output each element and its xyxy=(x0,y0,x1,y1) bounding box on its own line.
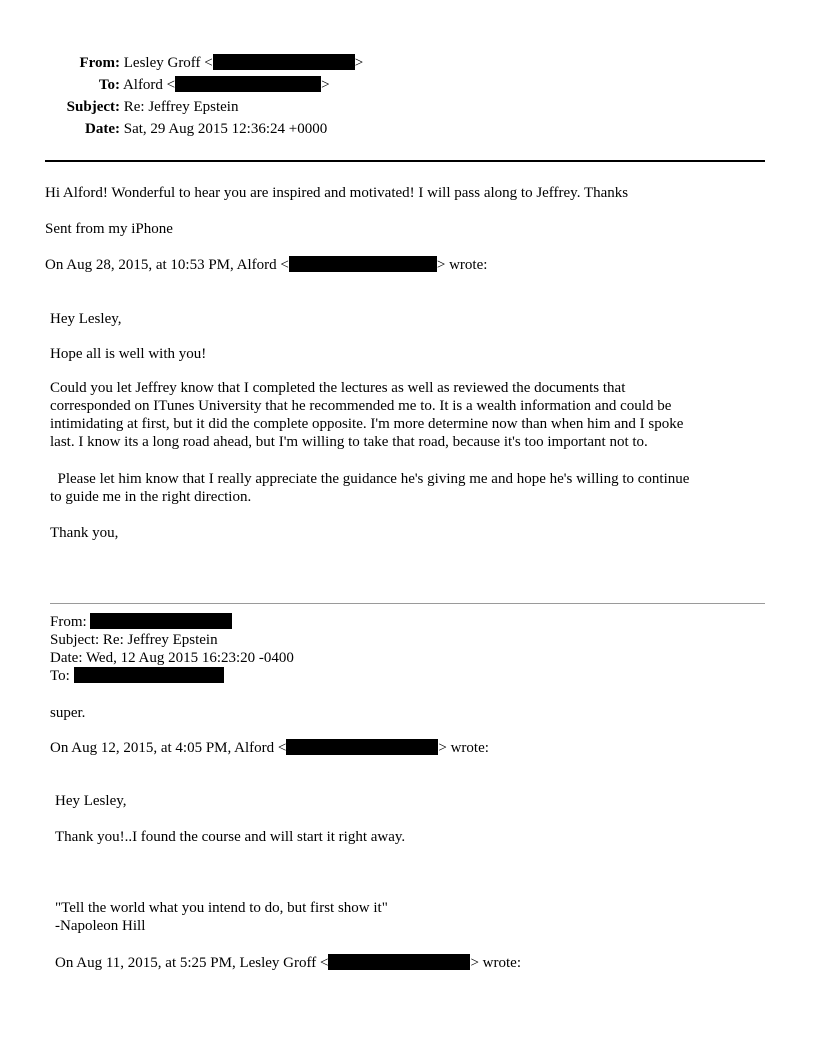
quoted-paragraph-line: intimidating at first, but it did the complete opposite. I'm more determine now than when him and I spoke xyxy=(50,416,684,432)
quote-intro xyxy=(55,954,521,972)
redaction-box xyxy=(213,54,355,70)
redaction-box xyxy=(90,613,232,629)
header-subject-value: Re: Jeffrey Epstein xyxy=(123,99,239,115)
quote-intro-text: On Aug 12, 2015, at 4:05 PM, Alford < xyxy=(50,740,287,756)
redaction-box xyxy=(286,739,438,755)
quoted-paragraph-line: Please let him know that I really appreciate the guidance he's giving me and hope he's willing to continue xyxy=(50,471,690,487)
quote-intro xyxy=(50,739,489,757)
forwarded-from-label: From: xyxy=(50,614,87,630)
quote-intro-suffix: > wrote: xyxy=(436,257,488,273)
quote-intro-suffix: > wrote: xyxy=(438,740,489,756)
reply-body: Hi Alford! Wonderful to hear you are inspired and motivated! I will pass along to Jeffrey. Thanks xyxy=(45,185,629,201)
quoted-greeting: Hey Lesley, xyxy=(50,311,122,327)
redaction-box xyxy=(175,76,321,92)
header-to-row xyxy=(0,76,400,94)
quote-intro-suffix: > wrote: xyxy=(470,955,521,971)
header-from-close: > xyxy=(354,55,364,71)
quoted-paragraph-line: to guide me in the right direction. xyxy=(50,489,252,505)
forwarded-subject: Subject: Re: Jeffrey Epstein xyxy=(50,632,218,648)
quote-author: -Napoleon Hill xyxy=(55,918,146,934)
header-from-row xyxy=(0,54,400,72)
quoted-paragraph-line: Could you let Jeffrey know that I completed the lectures as well as reviewed the documents that xyxy=(50,380,626,396)
header-divider xyxy=(45,160,765,162)
header-date-value: Sat, 29 Aug 2015 12:36:24 +0000 xyxy=(123,121,328,137)
quoted-paragraph-line: corresponded on ITunes University that he recommended me to. It is a wealth information and could be xyxy=(50,398,672,414)
forwarded-to-row xyxy=(50,667,224,685)
redaction-box xyxy=(328,954,470,970)
header-to-close: > xyxy=(321,77,330,93)
redaction-box xyxy=(289,256,437,272)
quoted-line: Hope all is well with you! xyxy=(50,346,207,362)
header-to-label: To: xyxy=(98,77,120,93)
quote-text: "Tell the world what you intend to do, but first show it" xyxy=(55,900,388,916)
quoted-line: Thank you!..I found the course and will start it right away. xyxy=(55,829,406,845)
reply-signature: Sent from my iPhone xyxy=(45,221,173,237)
header-from-label: From: xyxy=(79,55,120,71)
quoted-closing: Thank you, xyxy=(50,525,119,541)
message-divider xyxy=(50,603,765,604)
redaction-box xyxy=(74,667,224,683)
header-date-row xyxy=(0,120,400,138)
header-to-value: Alford < xyxy=(122,77,176,93)
quote-intro-text: On Aug 11, 2015, at 5:25 PM, Lesley Groff < xyxy=(55,955,329,971)
header-from-value: Lesley Groff < xyxy=(123,55,213,71)
forwarded-date: Date: Wed, 12 Aug 2015 16:23:20 -0400 xyxy=(50,650,294,666)
header-date-label: Date: xyxy=(85,121,120,137)
forwarded-body: super. xyxy=(50,705,86,721)
quoted-paragraph-line: last. I know its a long road ahead, but I'm willing to take that road, because it's too important not to. xyxy=(50,434,648,450)
quote-intro xyxy=(45,256,487,274)
header-subject-row xyxy=(0,98,400,116)
forwarded-to-label: To: xyxy=(50,668,70,684)
quoted-greeting: Hey Lesley, xyxy=(55,793,127,809)
forwarded-from-row xyxy=(50,613,232,631)
quote-intro-text: On Aug 28, 2015, at 10:53 PM, Alford < xyxy=(45,257,289,273)
header-subject-label: Subject: xyxy=(66,99,120,115)
